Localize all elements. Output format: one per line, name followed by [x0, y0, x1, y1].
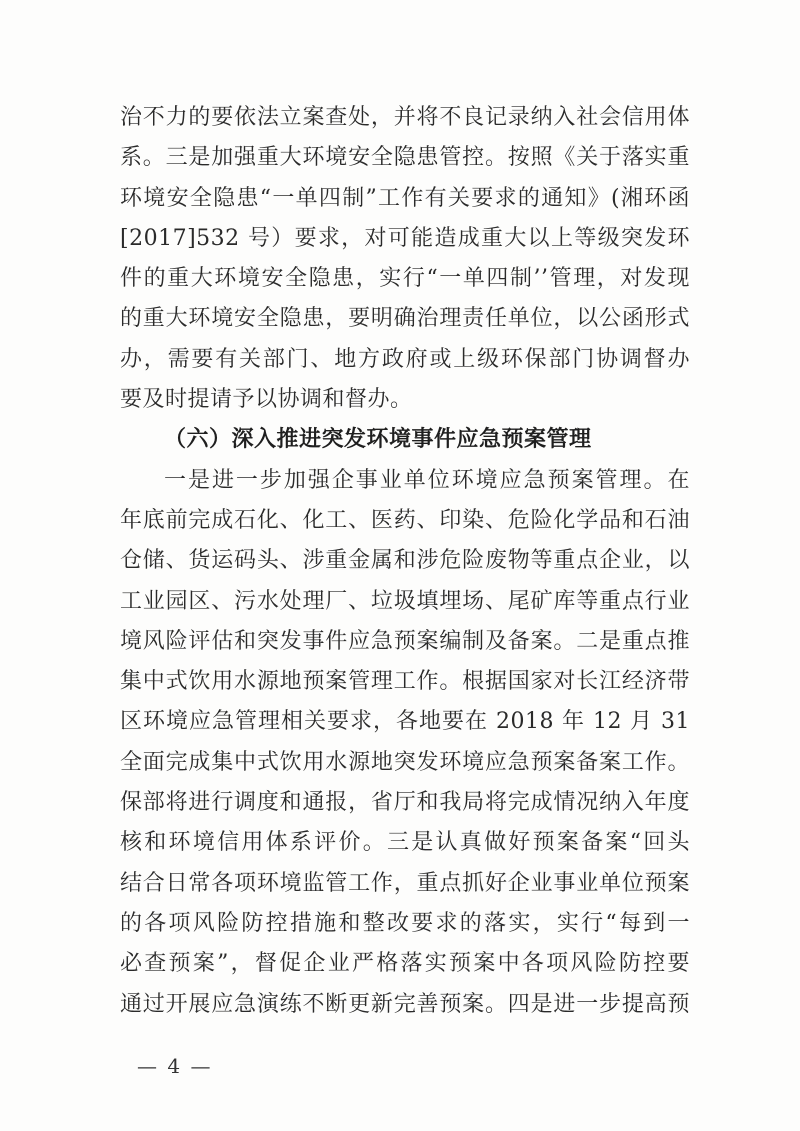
text-line: 要及时提请予以协调和督办。 — [120, 387, 413, 413]
text-line: 件的重大环境安全隐患，实行“一单四制’’管理，对发现 — [120, 266, 690, 292]
text-line: 通过开展应急演练不断更新完善预案。四是进一步提高预 — [120, 991, 690, 1017]
text-line: 年底前完成石化、化工、医药、印染、危险化学品和石油 — [120, 507, 690, 533]
text-line: 工业园区、污水处理厂、垃圾填埋场、尾矿库等重点行业 — [120, 588, 690, 614]
text-line: 治不力的要依法立案查处，并将不良记录纳入社会信用体 — [120, 105, 690, 130]
text-line: 集中式饮用水源地预案管理工作。根据国家对长江经济带 — [120, 669, 690, 695]
text-line: 全面完成集中式饮用水源地突发环境应急预案备案工作。 — [120, 749, 690, 775]
text-line: 环境安全隐患“一单四制”工作有关要求的通知》(湘环函 — [120, 185, 690, 211]
text-line: 区环境应急管理相关要求，各地要在 2018 年 12 月 31 — [120, 709, 690, 735]
text-line: 仓储、货运码头、涉重金属和涉危险废物等重点企业，以 — [120, 548, 690, 574]
text-line: 结合日常各项环境监管工作，重点抓好企业事业单位预案 — [120, 870, 690, 896]
text-line: 的各项风险防控措施和整改要求的落实，实行“每到一 — [120, 910, 690, 936]
section-heading: （六）深入推进突发环境事件应急预案管理 — [164, 427, 592, 453]
text-line: 办，需要有关部门、地方政府或上级环保部门协调督办 — [120, 346, 690, 372]
text-line: 的重大环境安全隐患，要明确治理责任单位，以公函形式 — [120, 306, 690, 332]
text-line: 保部将进行调度和通报，省厅和我局将完成情况纳入年度 — [120, 790, 690, 816]
paragraph-first-line: 一是进一步加强企事业单位环境应急预案管理。在 — [164, 467, 690, 493]
text-line: 必查预案”，督促企业严格落实预案中各项风险防控要 — [120, 951, 690, 977]
text-line: 系。三是加强重大环境安全隐患管控。按照《关于落实重 — [120, 145, 690, 171]
body-text — [120, 98, 690, 1025]
text-line: 境风险评估和突发事件应急预案编制及备案。二是重点推 — [120, 628, 690, 654]
text-line: 核和环境信用体系评价。三是认真做好预案备案“回头 — [120, 830, 690, 856]
page-number: — 4 — — [137, 1054, 213, 1078]
text-line: [2017]532 号）要求，对可能造成重大以上等级突发环 — [120, 225, 690, 251]
